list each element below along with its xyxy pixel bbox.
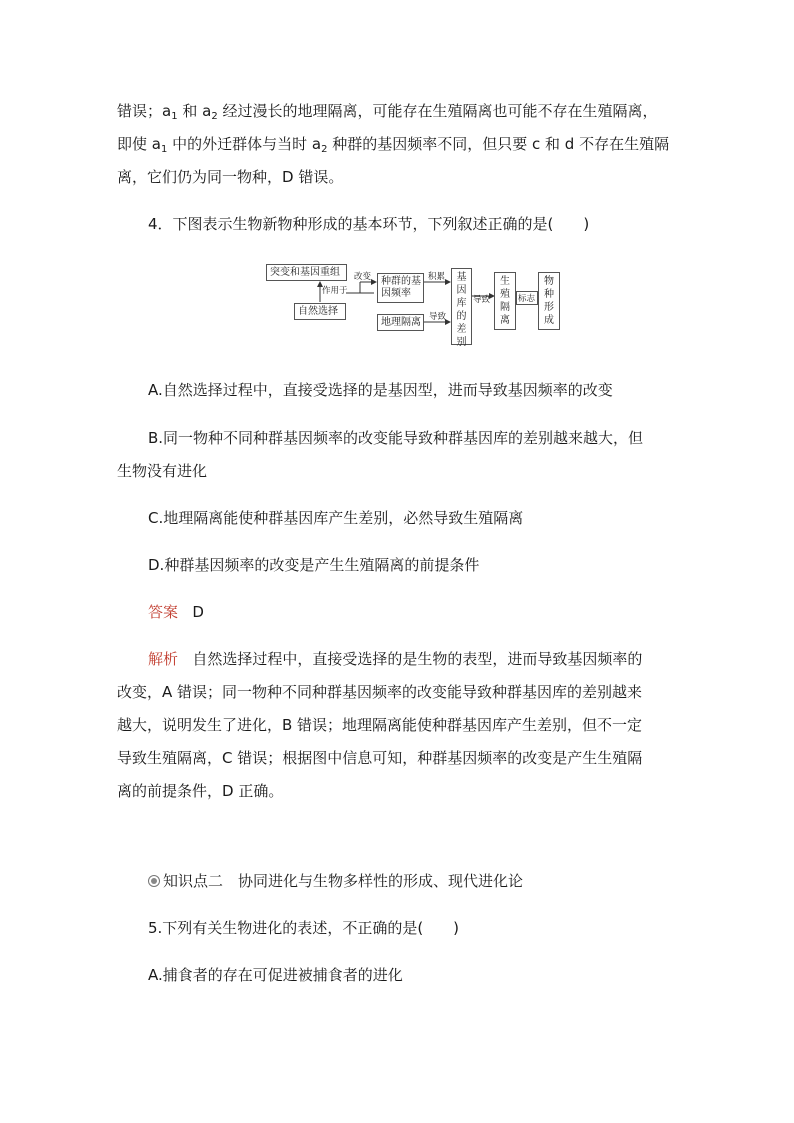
answer-label: 答案 (148, 603, 179, 621)
q4-analysis-line-4: 导致生殖隔离，C 错误；根据图中信息可知，种群基因频率的改变是产生生殖隔 (117, 749, 643, 767)
q4-analysis-line-2: 改变，A 错误；同一物种不同种群基因频率的改变能导致种群基因库的差别越来 (117, 683, 643, 701)
mark-label: 标志 (516, 291, 538, 305)
prev-line-3: 离，它们仍为同一物种，D 错误。 (117, 168, 344, 186)
q4-stem: 4．下图表示生物新物种形成的基本环节，下列叙述正确的是( ) (148, 215, 590, 233)
gene-frequency-line-1: 种群的基 (381, 276, 421, 287)
q5-option-a: A.捕食者的存在可促进被捕食者的进化 (148, 966, 403, 984)
q4-analysis-line-5: 离的前提条件，D 正确。 (117, 782, 284, 800)
change-label: 改变 (354, 272, 372, 282)
acts-on-label: 作用于 (322, 286, 348, 296)
gene-frequency-line-2: 因频率 (381, 288, 411, 299)
q4-analysis-line-3: 越大，说明发生了进化，B 错误；地理隔离能使种群基因库产生差别，但不一定 (117, 716, 643, 734)
lead-to-label-2: 导致 (473, 295, 491, 305)
geo-isolation-box: 地理隔离 (377, 314, 424, 331)
section-2-title: 知识点二 协同进化与生物多样性的形成、现代进化论 (163, 872, 524, 890)
prev-line-2: 即使 $a_1$ 中的外迁群体与当时 $a_2$ 种群的基因频率不同，但只要 c 和 d 不存在生殖隔 (117, 135, 670, 155)
q4-answer (148, 602, 204, 622)
diagram-arrows (0, 0, 794, 400)
new-species-box: 物 种 形 成 (538, 272, 560, 330)
section-2-heading (148, 871, 523, 891)
mutation-box: 突变和基因重组 (266, 264, 347, 281)
gene-pool-difference-box: 基 因 库 的 差 别 (451, 268, 472, 345)
analysis-label: 解析 (148, 650, 179, 668)
lead-to-label-1: 导致 (429, 312, 447, 322)
q4-option-d: D.种群基因频率的改变是产生生殖隔离的前提条件 (148, 556, 480, 574)
q4-option-a: A.自然选择过程中，直接受选择的是基因型，进而导致基因频率的改变 (148, 381, 613, 399)
gene-frequency-box (377, 273, 424, 303)
accumulate-label: 积累 (428, 272, 446, 282)
natural-selection-box: 自然选择 (294, 303, 346, 320)
prev-line-1: 错误；$a_1$ 和 $a_2$ 经过漫长的地理隔离，可能存在生殖隔离也可能不存在生殖隔离， (117, 102, 658, 122)
knowledge-point-icon (148, 875, 160, 887)
q5-stem: 5.下列有关生物进化的表述，不正确的是( ) (148, 919, 460, 937)
q4-option-b-line-1: B.同一物种不同种群基因频率的改变能导致种群基因库的差别越来越大，但 (148, 429, 644, 447)
q4-analysis-line-1: 解析 自然选择过程中，直接受选择的是生物的表型，进而导致基因频率的 (148, 650, 643, 668)
q4-option-b-line-2: 生物没有进化 (117, 462, 208, 480)
q4-option-c: C.地理隔离能使种群基因库产生差别，必然导致生殖隔离 (148, 509, 524, 527)
answer-value: D (192, 603, 204, 621)
reproductive-isolation-box: 生 殖 隔 离 (494, 272, 516, 330)
